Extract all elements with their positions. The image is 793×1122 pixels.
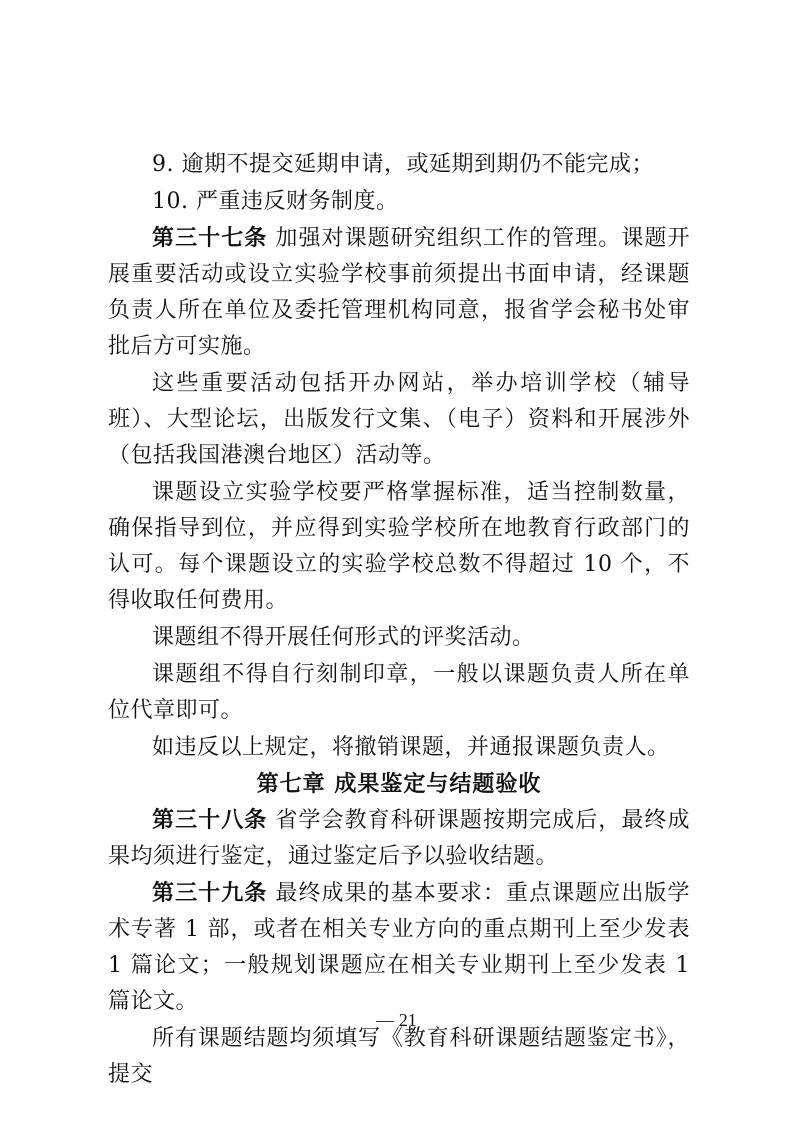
paragraph-text: 课题组不得自行刻制印章，一般以课题负责人所在单位代章即可。: [108, 662, 690, 723]
chapter-title: 第七章 成果鉴定与结题验收: [256, 771, 542, 797]
page-number: — 21: [376, 1010, 417, 1030]
paragraph-violation: [108, 729, 690, 766]
paragraph-article-37: [108, 220, 690, 365]
paragraph-text: 加强对课题研究组织工作的管理。课题开展重要活动或设立实验学校事前须提出书面申请，经课题负责人所在单位及委托管理机构同意，报省学会秘书处审批后方可实施。: [108, 226, 690, 359]
paragraph-text: 如违反以上规定，将撤销课题，并通报课题负责人。: [152, 735, 670, 760]
paragraph-item-9: [108, 146, 690, 183]
paragraph-no-awards: [108, 619, 690, 656]
paragraph-text: 最终成果的基本要求：重点课题应出版学术专著 1 部，或者在相关专业方向的重点期刊上至少发表 1 篇论文；一般规划课题应在相关专业期刊上至少发表 1 篇论文。: [108, 881, 690, 1014]
paragraph-experimental-schools: [108, 474, 690, 619]
paragraph-text: 课题设立实验学校要严格掌握标准，适当控制数量，确保指导到位，并应得到实验学校所在地教育行政部门的认可。每个课题设立的实验学校总数不得超过 10 个，不得收取任何费用。: [108, 480, 690, 613]
paragraph-article-38: [108, 802, 690, 875]
article-label: 第三十九条: [152, 880, 268, 906]
article-label: 第三十七条: [152, 225, 268, 251]
paragraph-item-10: [108, 183, 690, 220]
paragraph-text: 所有课题结题均须填写《教育科研课题结题鉴定书》，提交: [108, 1026, 690, 1087]
paragraph-important-activities: [108, 365, 690, 474]
paragraph-text: 省学会教育科研课题按期完成后，最终成果均须进行鉴定，通过鉴定后予以验收结题。: [108, 808, 690, 869]
paragraph-article-39: [108, 875, 690, 1020]
paragraph-text: 9. 逾期不提交延期申请，或延期到期仍不能完成；: [152, 152, 654, 177]
document-body: [108, 146, 690, 1093]
paragraph-text: 课题组不得开展任何形式的评奖活动。: [152, 625, 535, 650]
paragraph-text: 这些重要活动包括开办网站，举办培训学校（辅导班）、大型论坛，出版发行文集、（电子）资料和开展涉外（包括我国港澳台地区）活动等。: [108, 371, 690, 468]
paragraph-no-seals: [108, 656, 690, 729]
paragraph-text: 10. 严重违反财务制度。: [152, 189, 399, 214]
article-label: 第三十八条: [152, 807, 268, 833]
